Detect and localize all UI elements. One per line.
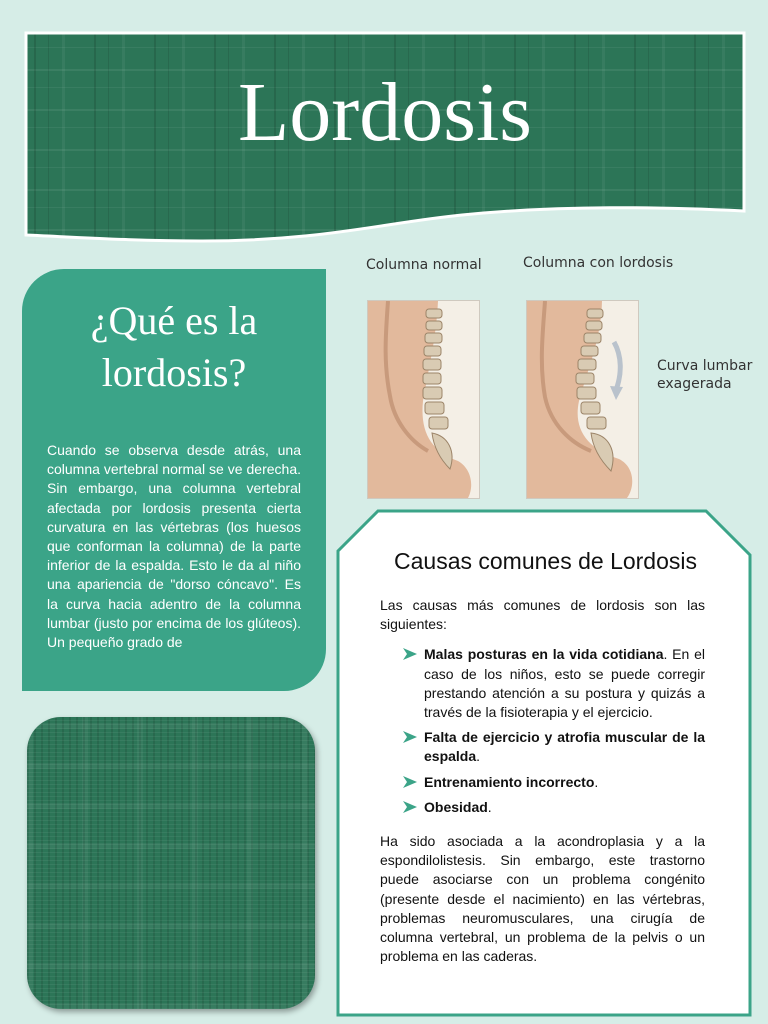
header-banner [22,29,748,244]
causes-conclusion: Ha sido asociada a la acondroplasia y a la espondilolistesis. Sin embargo, este trastorno puede asociarse con un problema congénito (presente desde el nacimiento) en las vértebras, problemas neuromusculares, una cirugía de columna vertebral, un problema de la pelvis o un problema en las caderas. [380,833,705,965]
intro-card [22,269,326,691]
list-item [380,728,705,766]
arrow-bullet-icon [402,729,418,745]
curve-arrow-icon [608,340,628,402]
causes-card [334,507,754,1017]
causes-intro: Las causas más comunes de lordosis son las siguientes: [380,597,705,633]
list-item [380,773,705,792]
cause-title: Malas posturas en la vida cotidiana [424,646,664,663]
chalkboard-square [27,717,315,1009]
cause-title: Entrenamiento incorrecto [424,773,595,790]
page-title: Lordosis [238,66,532,159]
caption-curve: Curva lumbar exagerada [657,358,753,392]
cause-detail: . [487,798,492,815]
intro-body: Cuando se observa desde atrás, una columna vertebral normal se ve derecha. Sin embargo, una columna vertebral afectada por lordosis presenta cierta curvatura en las vértebras (los huesos que conforman la columna) de la parte inferior de la espalda. Esto le da al niño una apariencia de "dorso cóncavo". Es la curva hacia adentro de la columna lumbar (justo por encima de los glúteos). Un pequeño grado de [47,442,301,651]
intro-heading: ¿Qué es la lordosis? [90,298,258,395]
arrow-bullet-icon [402,799,418,815]
cause-detail: . [594,773,599,790]
arrow-bullet-icon [402,774,418,790]
cause-title: Obesidad [424,798,488,815]
caption-lordosis-spine: Columna con lordosis [523,255,674,271]
cause-title: Falta de ejercicio y atrofia muscular de la espalda [424,729,705,765]
cause-detail: . En el caso de los niños, esto se puede corregir prestando atención a su postura y quizás a través de la fisioterapia y el ejercicio. [424,646,705,721]
caption-normal-spine: Columna normal [366,257,482,273]
causes-content [380,547,705,966]
arrow-bullet-icon [402,646,418,662]
cause-detail: . [476,748,481,765]
list-item [380,645,705,722]
causes-list [380,645,705,817]
normal-spine-illustration [367,300,480,499]
causes-heading: Causas comunes de Lordosis [394,548,697,574]
list-item [380,798,705,817]
